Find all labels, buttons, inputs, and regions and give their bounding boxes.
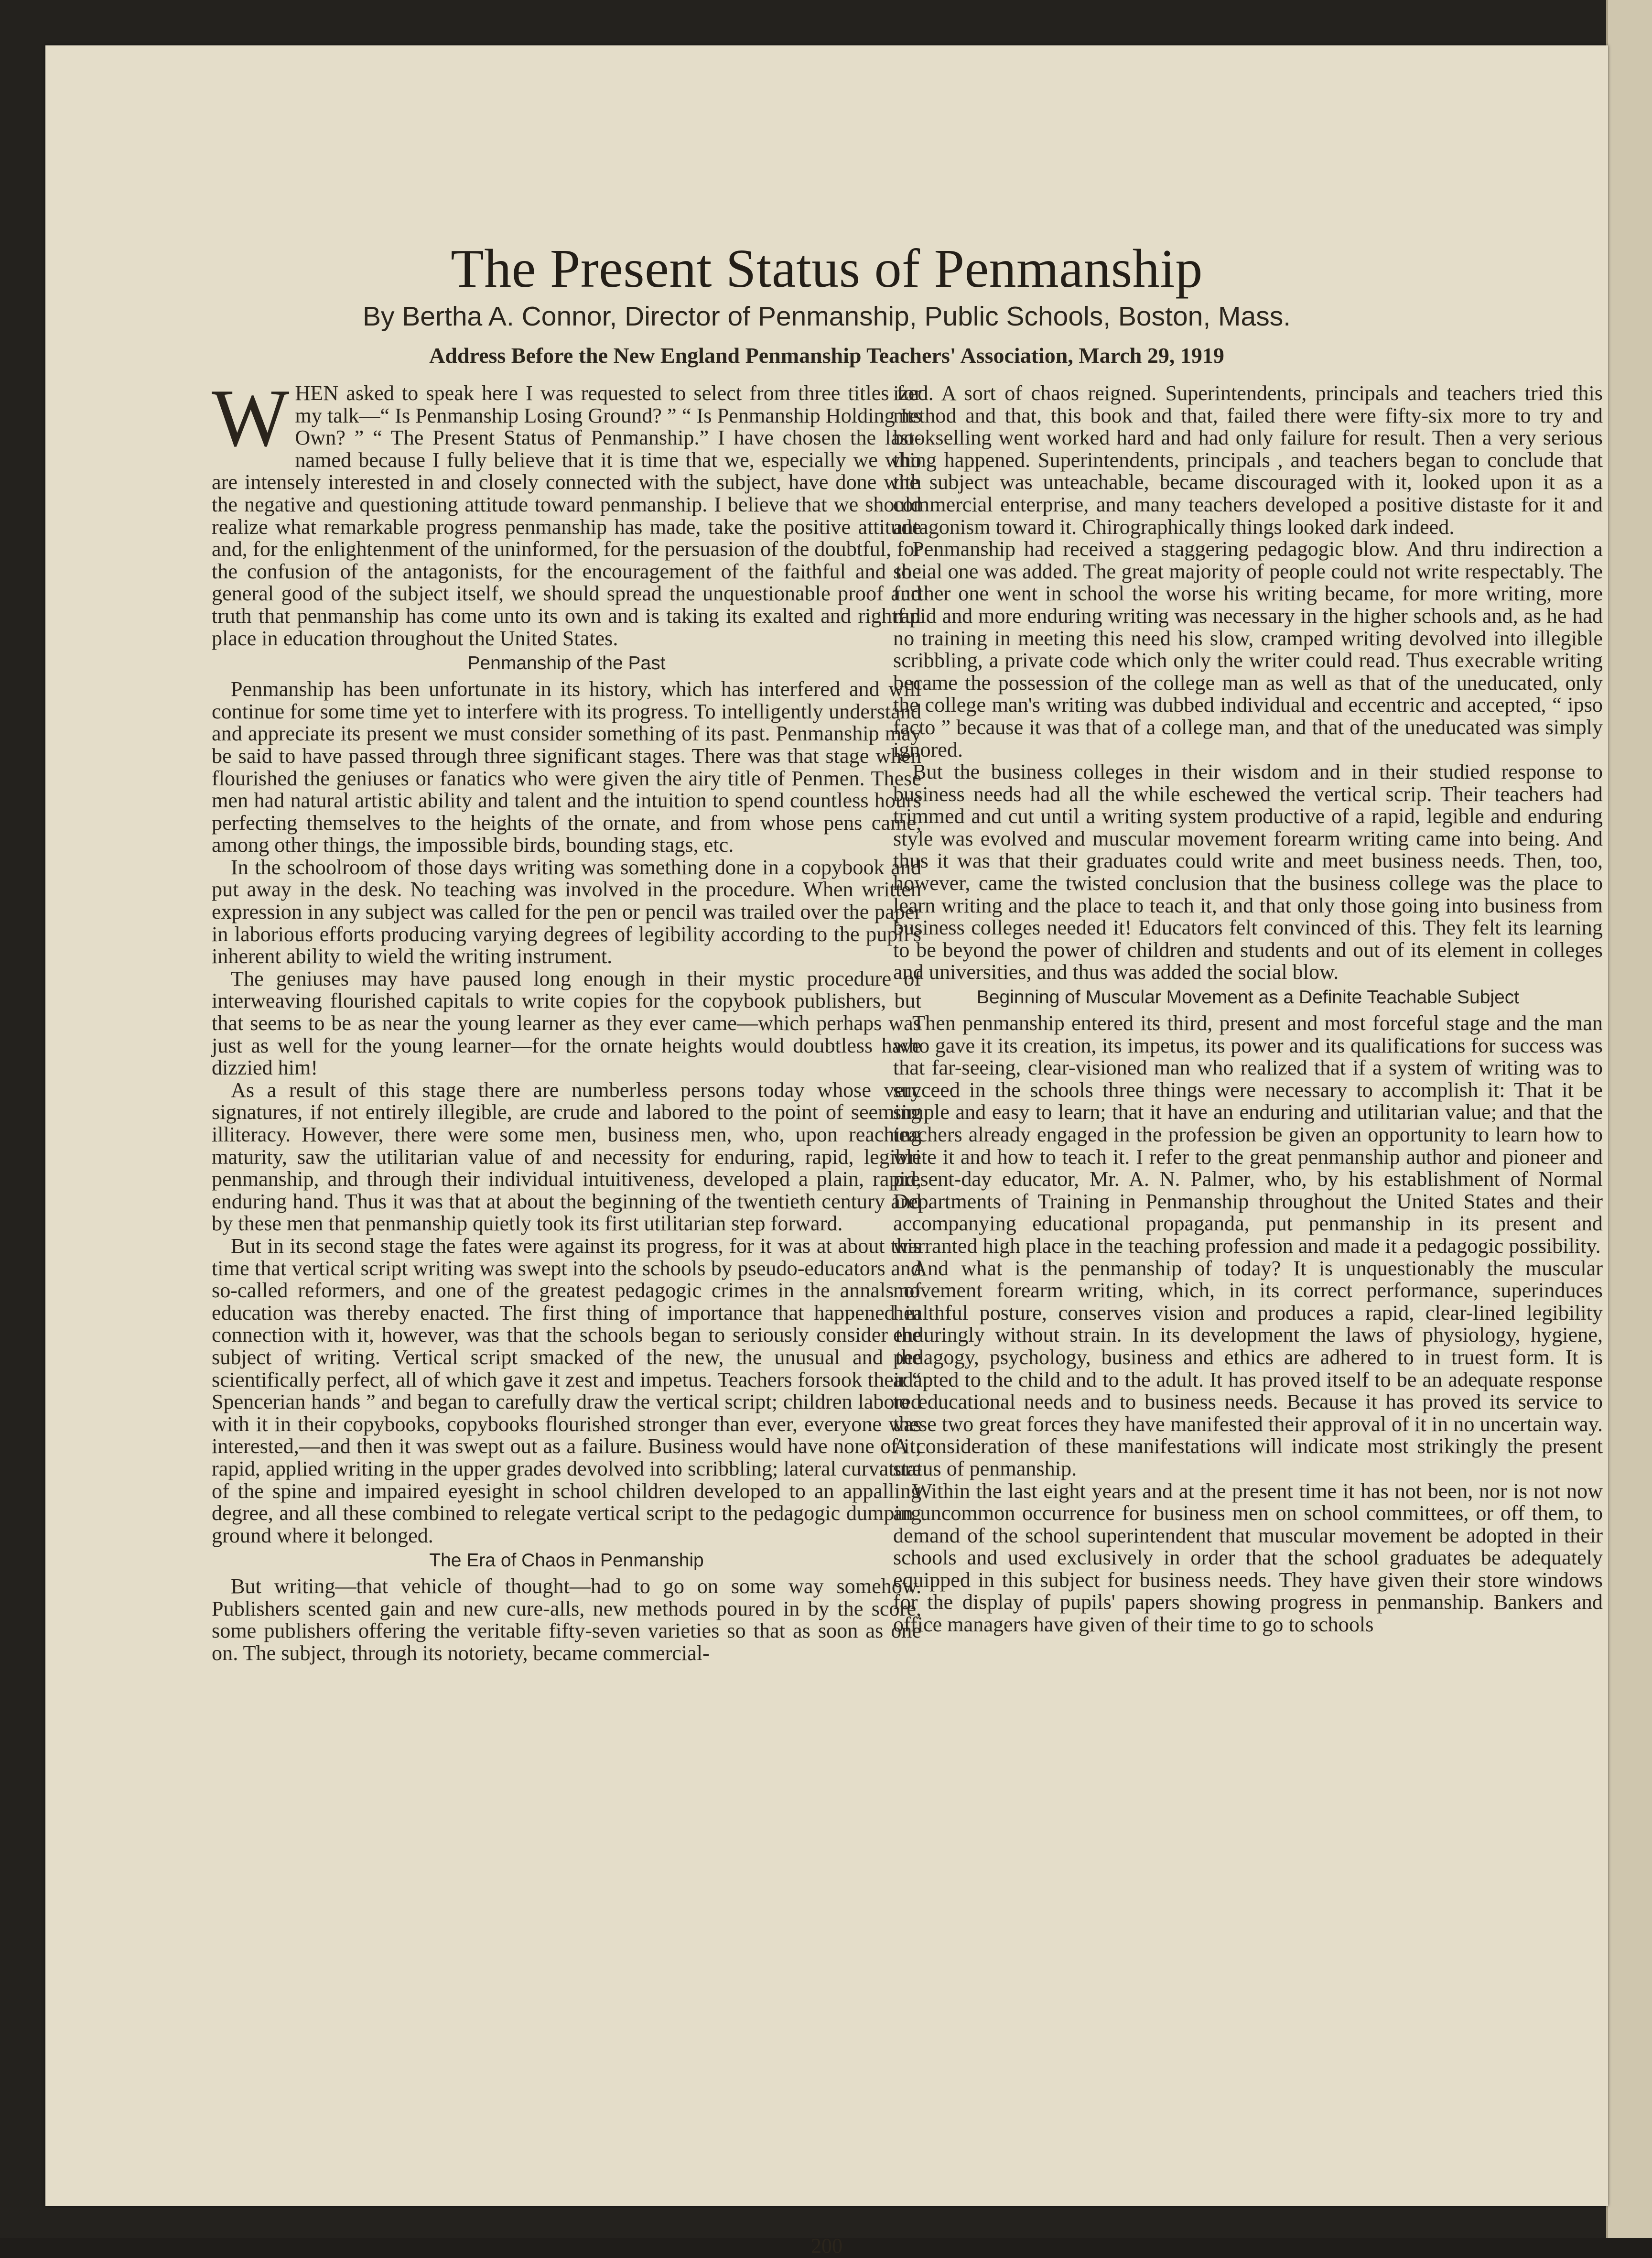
- paragraph: Penmanship had received a staggering pedagogic blow. And thru indirection a social one was added. The great majority of people could not write respectably. The further one went in school the worse his writing became, for more writing, more rapid and more enduring writing was necessary in the higher schools and, as he had no training in meeting this need his slow, cramped writing devolved into illegible scribbling, a private code which only the writer could read. Thus execrable writing became the possession of the college man as well as that of the uneducated, only the college man's writing was dubbed individual and eccentric and accepted, “ ipso facto ” because it was that of a college man, and that of the uneducated was simply ignored.: [893, 537, 1603, 761]
- paragraph: And what is the penmanship of today? It is unquestionably the muscular movement forearm writing, which, in its correct performance, superinduces healthful posture, conserves vision and produces a rapid, clear-lined legibility enduringly without strain. In its development the laws of physiology, hygiene, pedagogy, psychology, business and ethics are adhered to in truest form. It is adapted to the child and to the adult. It has proved itself to be an adequate response to educational needs and to business needs. Because it has proved its service to these two great forces they have manifested their approval of it in no uncertain way. A consideration of these manifestations will indicate most strikingly the present status of penmanship.: [893, 1256, 1603, 1480]
- article-title: The Present Status of Penmanship: [451, 238, 1203, 299]
- paragraph: But the business colleges in their wisdom and in their studied response to business needs had all the while eschewed the vertical scrip. Their teachers had trimmed and cut until a writing system productive of a rapid, legible and enduring style was evolved and muscular movement forearm writing came into being. And thus it was that their graduates could write and meet business needs. Then, too, however, came the twisted conclusion that the business college was the place to learn writing and the place to teach it, and that only those going into business from business colleges needed it! Educators felt convinced of this. They felt its learning to be beyond the power of children and students and out of its element in colleges and universities, and thus was added the social blow.: [893, 760, 1603, 984]
- article-address-note: Address Before the New England Penmanship Teachers' Association, March 29, 1919: [429, 343, 1224, 368]
- document-page: [45, 45, 1608, 2258]
- section-heading-past: Penmanship of the Past: [467, 653, 666, 674]
- paragraph: In the schoolroom of those days writing was something done in a copybook and put away in the desk. No teaching was involved in the procedure. When written expression in any subject was called for the pen or pencil was trailed over the paper in laborious efforts producing varying degrees of legibility according to the pupil's inherent ability to wield the writing instrument.: [212, 855, 921, 968]
- paragraph: Then penmanship entered its third, present and most forceful stage and the man who gave it its creation, its impetus, its power and its qualifications for success was that far-seeing, clear-visioned man who realized that if a system of writing was to succeed in the schools three things were necessary to accomplish it: That it be simple and easy to learn; that it have an enduring and utilitarian value; and that the teachers already engaged in the profession be given an opportunity to learn how to write it and how to teach it. I refer to the great penmanship author and pioneer and present-day educator, Mr. A. N. Palmer, who, by his establishment of Normal Departments of Training in Penmanship throughout the United States and their accompanying educational propaganda, put penmanship in its present and warranted high place in the teaching profession and made it a pedagogic possibility.: [893, 1011, 1603, 1258]
- paragraph: The geniuses may have paused long enough in their mystic procedure of interweaving flourished capitals to write copies for the copybook publishers, but that seems to be as near the young learner as they ever came—which perhaps was just as well for the young learner—for the ornate heights would doubtless have dizzied him!: [212, 966, 921, 1080]
- drop-cap: W: [212, 373, 290, 464]
- section-heading-muscular-movement: Beginning of Muscular Movement as a Definite Teachable Subject: [976, 987, 1520, 1008]
- adjacent-page-edge: [1606, 0, 1652, 2238]
- paragraph: Within the last eight years and at the present time it has not been, nor is not now an uncommon occurrence for business men on school committees, or off them, to demand of the school superintendent that muscular movement be adopted in their schools and used exclusively in order that the school graduates be adequately equipped in this subject for business needs. They have given their store windows for the display of pupils' papers showing progress in penmanship. Bankers and office managers have given of their time to go to schools: [893, 1479, 1603, 1637]
- section-heading-chaos: The Era of Chaos in Penmanship: [429, 1550, 704, 1571]
- page-number: 200: [811, 2234, 842, 2258]
- paragraph: Penmanship has been unfortunate in its history, which has interfered and will continue for some time yet to interfere with its progress. To intelligently understand and appreciate its present we must consider something of its past. Penmanship may be said to have passed through three significant stages. There was that stage when flourished the geniuses or fanatics who were given the airy title of Penmen. These men had natural artistic ability and talent and the intuition to spend countless hours perfecting themselves to the heights of the ornate, and from whose pens came, among other things, the impossible birds, bounding stags, etc.: [212, 677, 921, 857]
- opening-paragraph: [212, 373, 921, 650]
- opening-paragraph-text: HEN asked to speak here I was requested to select from three titles for my talk—“ Is Penmanship Losing Ground? ” “ Is Penmanship Holding Its Own? ” “ The Present Status of Penmanship.” I have chosen the last-named because I fully believe that it is time that we, especially we who are intensely interested in and closely connected with the subject, have done with the negative and questioning attitude toward penmanship. I believe that we should realize what remarkable progress penmanship has made, take the positive attitude and, for the enlightenment of the uninformed, for the persuasion of the doubtful, for the confusion of the antagonists, for the encouragement of the faithful and the general good of the subject itself, we should spread the unquestionable proof and truth that penmanship has come unto its own and is taking its exalted and rightful place in education throughout the United States.: [212, 381, 921, 650]
- left-column: [212, 373, 921, 1665]
- paragraph: But writing—that vehicle of thought—had to go on some way somehow. Publishers scented gain and new cure-alls, new methods poured in by the score, some publishers offering the veritable fifty-seven varieties so that as soon as one on. The subject, through its notoriety, became commercial-: [212, 1574, 921, 1665]
- paragraph: ized. A sort of chaos reigned. Superintendents, principals and teachers tried this method and that, this book and that, failed there were fifty-six more to try and bookselling went worked hard and had only failure for result. Then a very serious thing happened. Superintendents, principals , and teachers began to conclude that the subject was unteachable, became discouraged with it, looked upon it as a commercial enterprise, and many teachers developed a positive distaste for it and antagonism toward it. Chirographically things looked dark indeed.: [893, 381, 1603, 539]
- paragraph: But in its second stage the fates were against its progress, for it was at about this time that vertical script writing was swept into the schools by pseudo-educators and so-called reformers, and one of the greatest pedagogic crimes in the annals of education was thereby enacted. The first thing of importance that happened in connection with it, however, was that the schools began to seriously consider the subject of writing. Vertical script smacked of the new, the unusual and the scientifically perfect, all of which gave it zest and impetus. Teachers forsook their “ Spencerian hands ” and began to carefully draw the vertical script; children labored with it in their copybooks, copybooks flourished stronger than ever, everyone was interested,—and then it was swept out as a failure. Business would have none of it; rapid, applied writing in the upper grades devolved into scribbling; lateral curvature of the spine and impaired eyesight in school children developed to an appalling degree, and all these combined to relegate vertical script to the pedagogic dumping ground where it belonged.: [212, 1234, 921, 1547]
- paragraph: As a result of this stage there are numberless persons today whose very signatures, if not entirely illegible, are crude and labored to the point of seeming illiteracy. However, there were some men, business men, who, upon reaching maturity, saw the utilitarian value of and necessity for enduring, rapid, legible penmanship, and through their individual intuitiveness, developed a plain, rapid, enduring hand. Thus it was that at about the beginning of the twentieth century and by these men that penmanship quietly took its first utilitarian step forward.: [212, 1078, 921, 1236]
- right-column: [893, 382, 1603, 1636]
- article-byline: By Bertha A. Connor, Director of Penmanship, Public Schools, Boston, Mass.: [362, 301, 1291, 332]
